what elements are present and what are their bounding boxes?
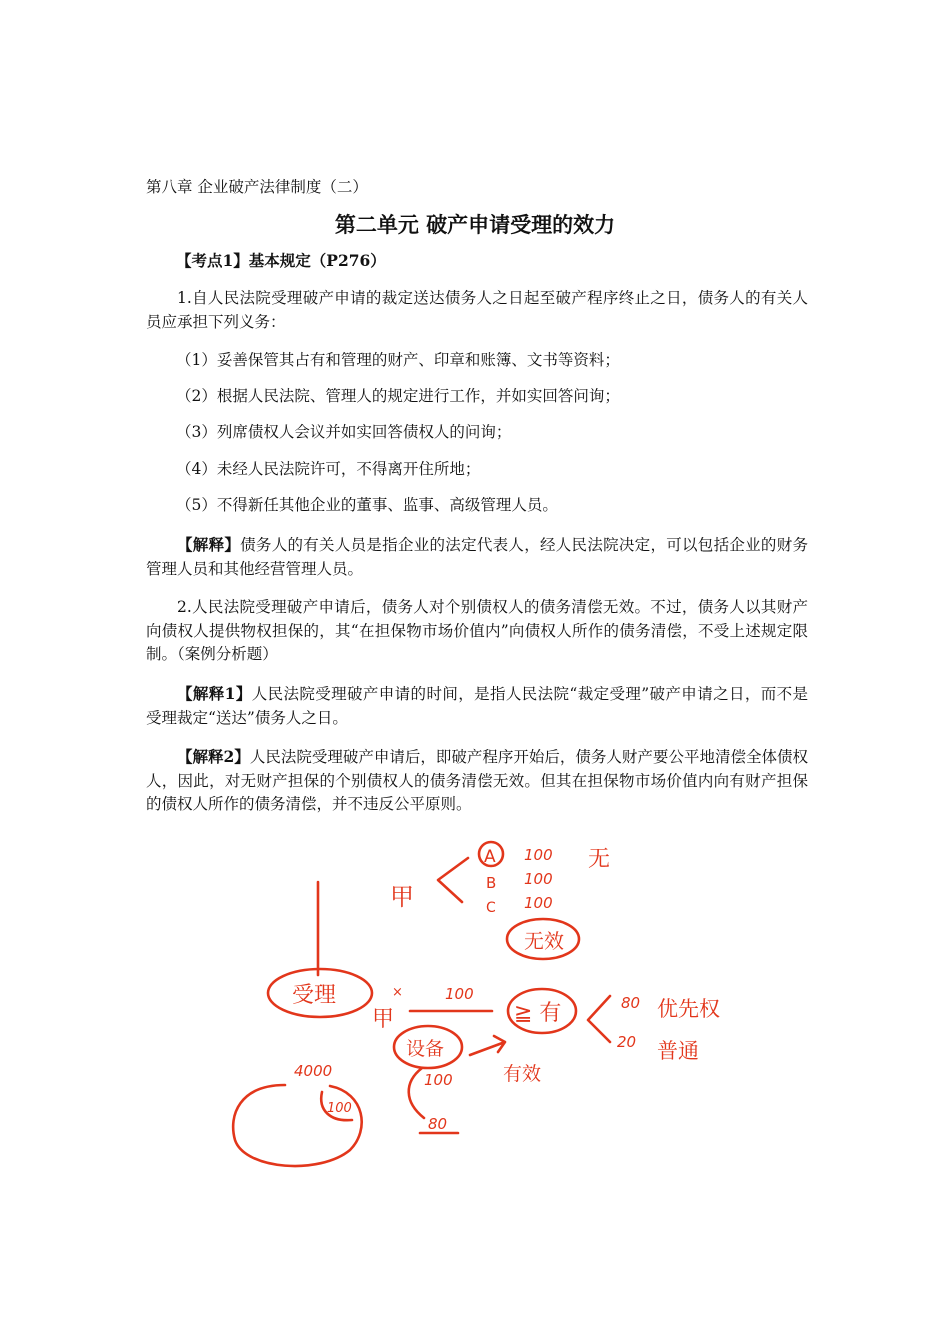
chapter-title: 第八章 企业破产法律制度（二） [146, 178, 368, 196]
unit-title: 第二单元 破产申请受理的效力 [334, 213, 616, 237]
hw-slice: 100 [327, 1101, 352, 1116]
explanation-label: 【解释1】 [177, 684, 252, 703]
explanation-text: 债务人的有关人员是指企业的法定代表人，经人民法院决定，可以包括企业的财务管理人员和其他经营管理人员。 [146, 536, 808, 578]
hw-amount-a: 100 [524, 846, 553, 864]
hw-x-mark: × [392, 985, 403, 1000]
list-item-3: （3）列席债权人会议并如实回答债权人的问询； [176, 423, 512, 441]
hw-equip-80: 80 [428, 1115, 448, 1133]
arrow-to-youxiao [470, 1036, 505, 1055]
hw-amount-b: 100 [524, 870, 553, 888]
hw-jia-bottom: 甲 [372, 1007, 395, 1032]
hw-youxianquan: 优先权 [657, 997, 720, 1021]
explanation-label: 【解释】 [177, 535, 241, 554]
paragraph-1: 1.自人民法院受理破产申请的裁定送达债务人之日起至破产程序终止之日，债务人的有关人员应承担下列义务： [146, 289, 808, 331]
hw-wu: 无 [588, 847, 611, 872]
hw-youxiao: 有效 [503, 1063, 542, 1085]
hw-creditor-a: A [484, 847, 496, 867]
hw-creditor-c: C [486, 900, 496, 916]
hw-ge-you: ≧ 有 [514, 1001, 562, 1026]
hw-putong: 普通 [657, 1039, 699, 1063]
hw-eighty: 80 [621, 994, 641, 1012]
list-item-5: （5）不得新任其他企业的董事、监事、高级管理人员。 [176, 496, 558, 514]
chevron-top [438, 858, 468, 902]
hw-wuxiao: 无效 [524, 929, 564, 953]
explanation-text: 人民法院受理破产申请后，即破产程序开始后，债务人财产要公平地清偿全体债权人，因此，对无财产担保的个别债权人的债务清偿无效。但其在担保物市场价值内向有财产担保的债权人所作的债务清偿，并不违反公平原则。 [146, 748, 808, 813]
paragraph-2: 2.人民法院受理破产申请后，债务人对个别债权人的债务清偿无效。不过，债务人以其财产向债权人提供物权担保的，其“在担保物市场价值内”向债权人所作的债务清偿，不受上述规定限制。（案例分析题） [146, 598, 808, 663]
bracket [409, 1068, 424, 1118]
hw-twenty: 20 [617, 1033, 637, 1051]
key-point-heading: 【考点1】基本规定（P276） [176, 251, 386, 270]
explanation-label: 【解释2】 [177, 747, 250, 766]
list-item-4: （4）未经人民法院许可，不得离开住所地； [176, 460, 481, 478]
hw-jia-top: 甲 [390, 883, 414, 911]
hw-total: 4000 [294, 1062, 333, 1080]
chevron-right [588, 996, 610, 1042]
list-item-1: （1）妥善保管其占有和管理的财产、印章和账簿、文书等资料； [176, 351, 620, 369]
hw-amount-line: 100 [445, 985, 474, 1003]
hw-amount-c: 100 [524, 894, 553, 912]
explanation-text: 人民法院受理破产申请的时间，是指人民法院“裁定受理”破产申请之日，而不是受理裁定“送达”债务人之日。 [146, 685, 808, 727]
big-circle [233, 1085, 362, 1166]
hw-shebei: 设备 [406, 1038, 445, 1060]
hw-equip-100: 100 [424, 1071, 453, 1089]
hw-creditor-b: B [486, 874, 497, 892]
hw-shouli: 受理 [292, 983, 337, 1008]
list-item-2: （2）根据人民法院、管理人的规定进行工作，并如实回答问询； [176, 387, 620, 405]
